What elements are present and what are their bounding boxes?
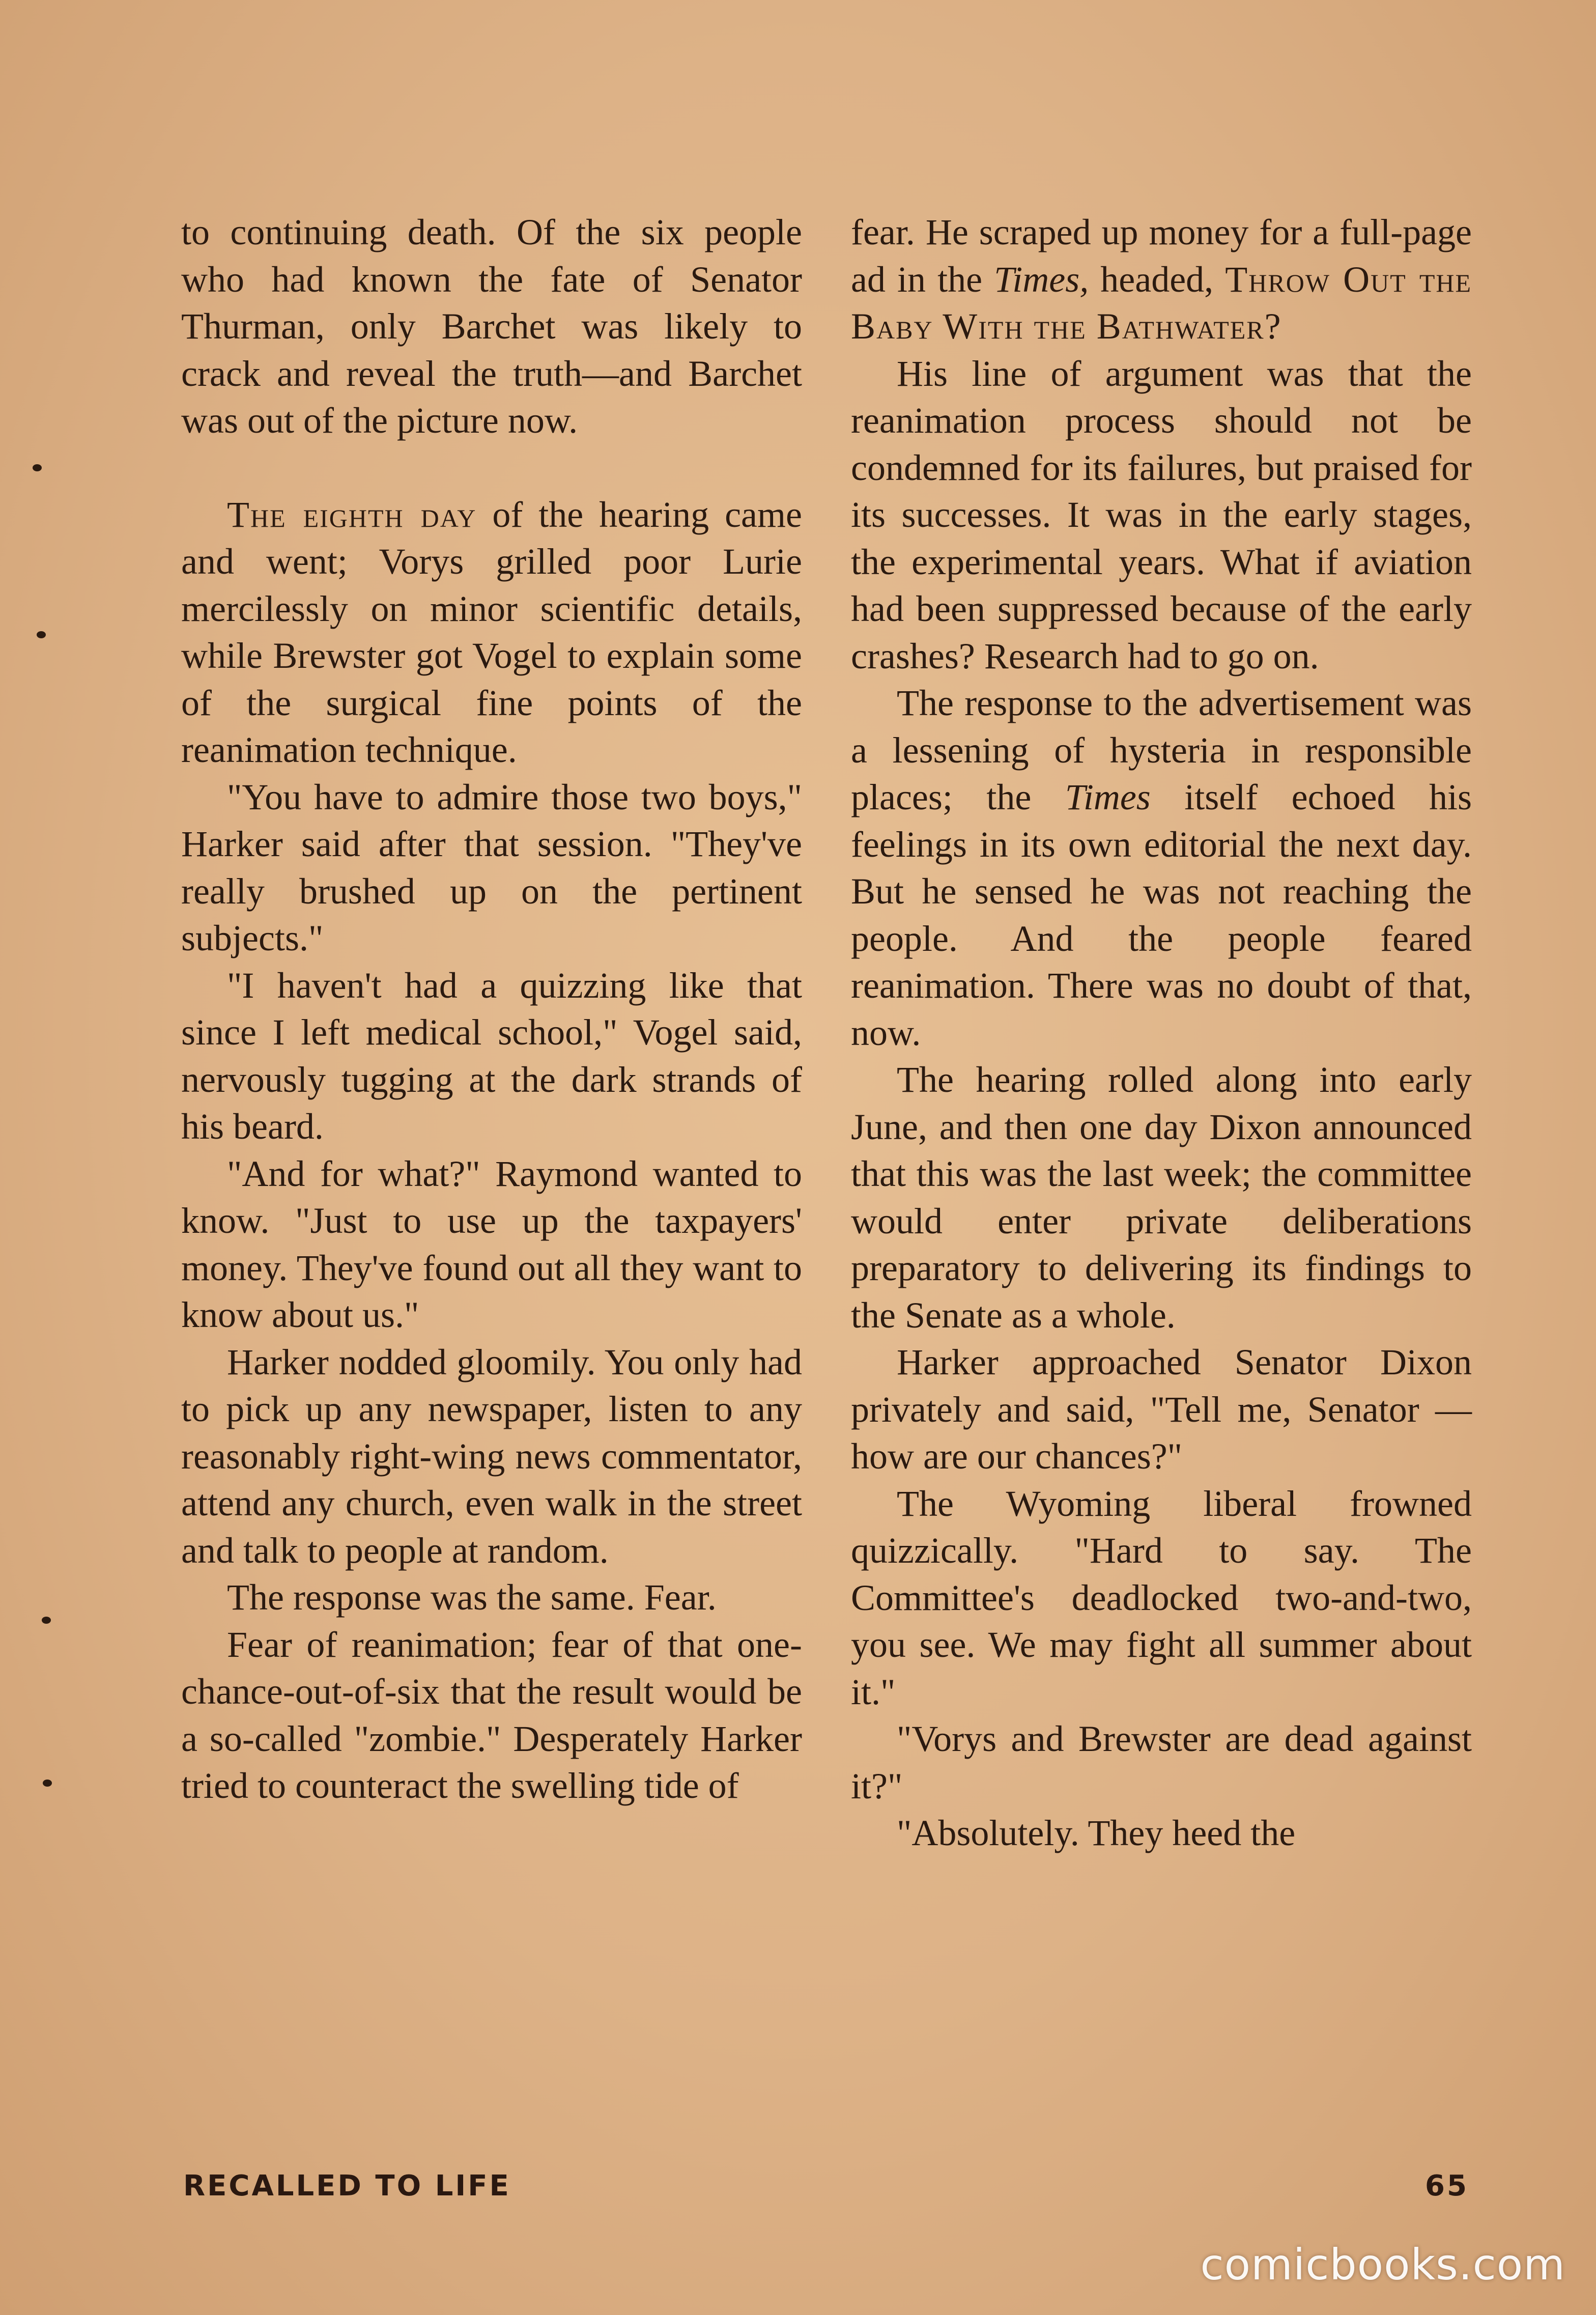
paragraph: Fear of reanimation; fear of that one-chance-out-of-six that the result would be a so-called "zombie." Desperately Harker tried to counteract the swelling tide of (181, 1624, 802, 1806)
paragraph: "I haven't had a quizzing like that since I left medical school," Vogel said, nervously tugging at the dark strands of his beard. (181, 965, 802, 1147)
paragraph: "Vorys and Brewster are dead against it?" (851, 1718, 1472, 1806)
paragraph: Harker approached Senator Dixon privately and said, "Tell me, Senator — how are our chances?" (851, 1342, 1472, 1477)
paragraph: Harker nodded gloomily. You only had to pick up any newspaper, listen to any reasonably right-wing news commentator, attend any church, even walk in the street and talk to people at random. (181, 1341, 802, 1571)
margin-mark (37, 631, 46, 638)
newspaper-title: Times, (994, 259, 1089, 300)
paragraph: The eighth day of the hearing came and went; Vorys grilled poor Lurie mercilessly on minor scientific details, while Brewster got Vogel to explain some of the surgical fine points of the reanimation technique. (181, 494, 802, 770)
paragraph: The Wyoming liberal frowned quizzically. "Hard to say. The Committee's deadlocked two-and-two, you see. We may fight all summer about it." (851, 1483, 1472, 1712)
paragraph: The hearing rolled along into early June, and then one day Dixon announced that this was the last week; the committee would enter private deliberations preparatory to delivering its findings to the Senate as a whole. (851, 1059, 1472, 1336)
paragraph: The response was the same. Fear. (227, 1577, 717, 1618)
running-title: RECALLED TO LIFE (183, 2169, 511, 2203)
paragraph: His line of argument was that the reanimation process should not be condemned for its failures, but praised for its successes. It was in the early stages, the experimental years. What if aviation had been suppressed because of the early crashes? Research had to go on. (851, 353, 1472, 676)
section-lead-in: The eighth day (227, 494, 477, 535)
right-text-column (851, 209, 1472, 1857)
paragraph: "And for what?" Raymond wanted to know. "Just to use up the taxpayers' money. They've found out all they want to know about us." (181, 1153, 802, 1335)
paragraph: fear. He scraped up money for a full-page ad in the Times, headed, Throw Out the Baby With the Bathwater? (851, 212, 1472, 347)
margin-mark (43, 1780, 52, 1787)
paragraph: "Absolutely. They heed the (897, 1813, 1296, 1853)
newspaper-title: Times (1065, 777, 1151, 817)
margin-mark (42, 1617, 51, 1624)
watermark: comicbooks.com (1200, 2240, 1565, 2290)
paragraph: The response to the advertisement was a lessening of hysteria in responsible places; the Times itself echoed his feelings in its own editorial the next day. But he sensed he was not reaching the people. And the people feared reanimation. There was no doubt of that, now. (851, 683, 1472, 1053)
ad-headline: Throw Out the Baby With the Bathwater? (851, 259, 1472, 347)
page-number: 65 (1425, 2169, 1469, 2203)
paragraph: to continuing death. Of the six people who had known the fate of Senator Thurman, only Barchet was likely to crack and reveal the truth—and Barchet was out of the picture now. (181, 212, 802, 441)
margin-mark (33, 464, 42, 471)
paragraph: "You have to admire those two boys," Harker said after that session. "They've really brushed up on the pertinent subjects." (181, 776, 802, 958)
left-text-column (181, 209, 802, 1810)
